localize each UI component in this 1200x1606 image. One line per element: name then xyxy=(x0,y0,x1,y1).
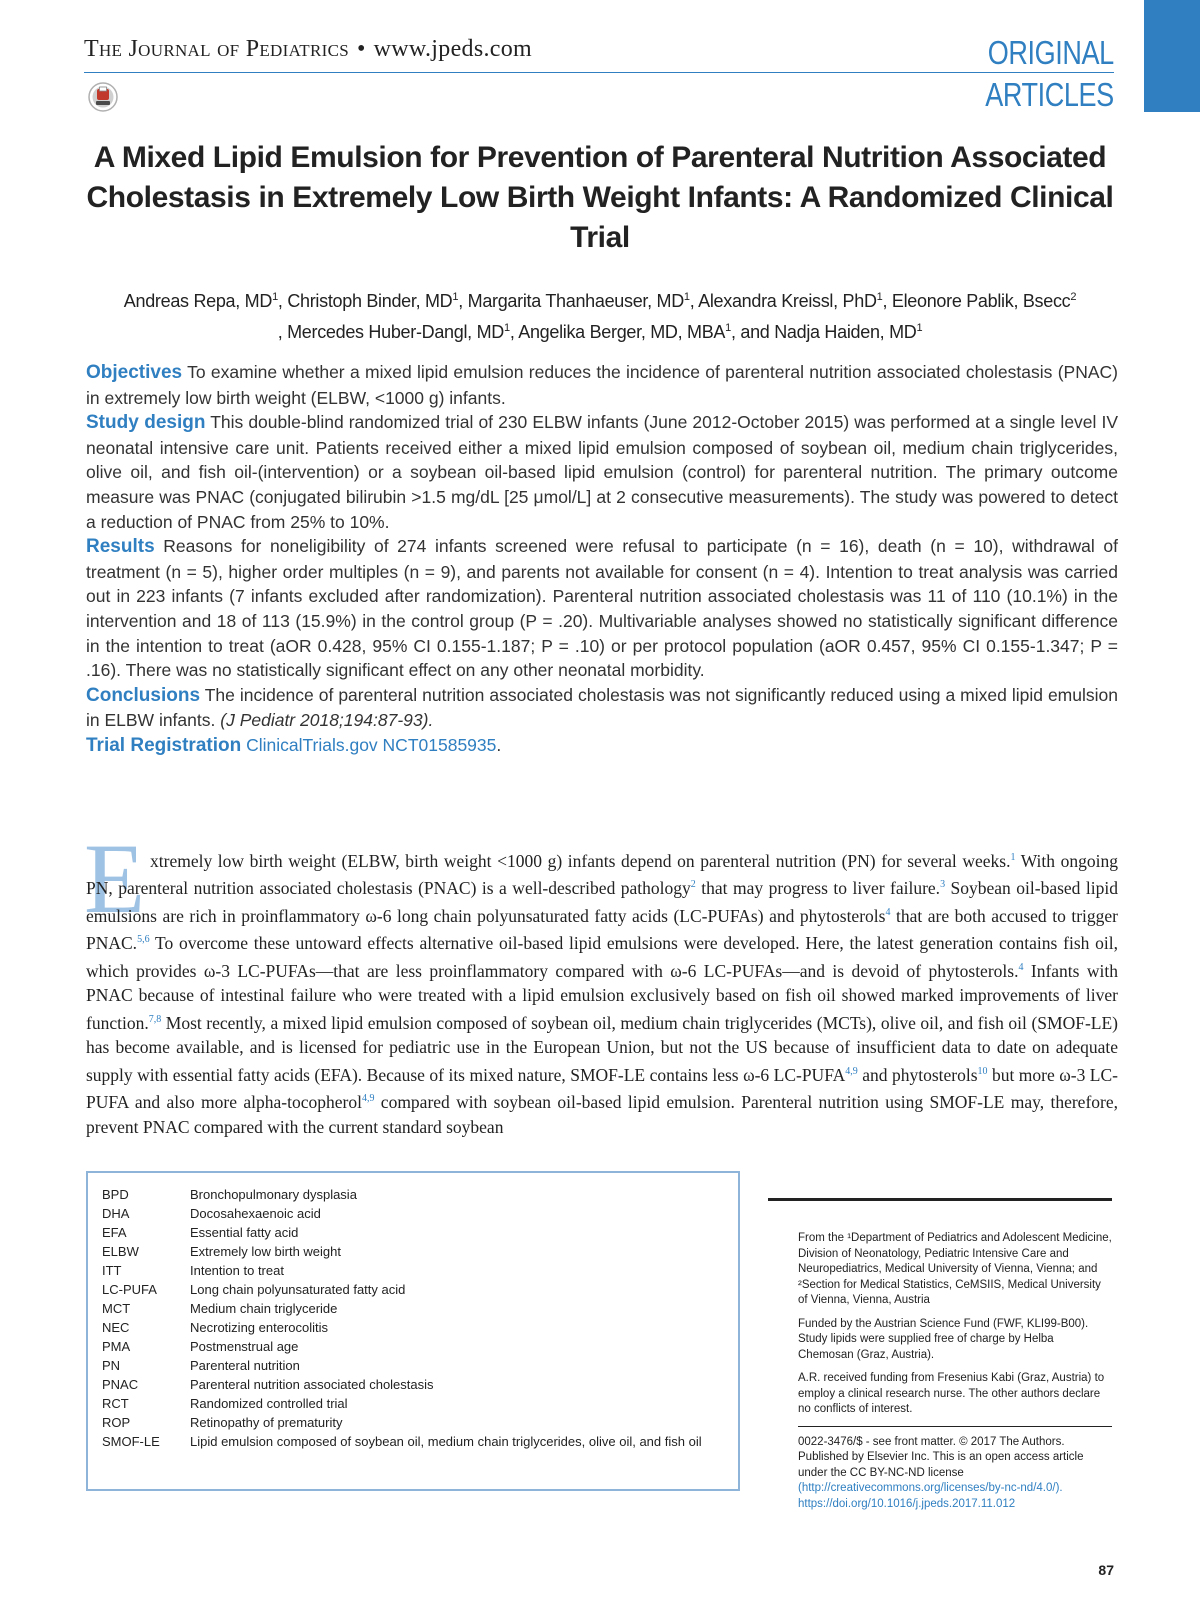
abstract-conclusions xyxy=(86,683,1118,733)
author-name: Alexandra Kreissl, PhD xyxy=(698,291,877,311)
abbreviation-definition: Essential fatty acid xyxy=(190,1225,299,1240)
abbreviation-definition: Docosahexaenoic acid xyxy=(190,1206,321,1221)
abbreviation-term: LC-PUFA xyxy=(102,1282,157,1297)
abbreviation-row xyxy=(102,1204,710,1223)
body-text-run: Infants with PNAC because of intestinal failure who were treated with a lipid emulsion exclusively based on fish oil showed marked improvements of liver function. xyxy=(86,960,1118,1033)
info-rule xyxy=(798,1426,1112,1427)
body-text-run: that may progress to liver failure. xyxy=(695,878,941,899)
author-affiliation: 1 xyxy=(916,322,923,334)
copyright xyxy=(798,1435,1112,1513)
author-separator: , xyxy=(277,291,288,311)
body-text-run: but more ω-3 LC-PUFA and also more alpha-tocopherol xyxy=(86,1064,1118,1112)
abbreviation-row xyxy=(102,1185,710,1204)
abbreviation-definition: Retinopathy of prematurity xyxy=(190,1415,343,1430)
author-list xyxy=(70,284,1130,346)
reference-superscript[interactable]: 1 xyxy=(1010,852,1016,863)
author-affiliation: 1 xyxy=(272,291,278,303)
abbreviation-row xyxy=(102,1280,710,1299)
body-text-run: that are both accused to trigger PNAC. xyxy=(86,905,1118,954)
reference-superscript[interactable]: 3 xyxy=(940,879,946,891)
abbreviation-term: RCT xyxy=(102,1396,129,1411)
author-name: Angelika Berger, MD, MBA xyxy=(518,322,726,342)
abbreviation-term: EFA xyxy=(102,1225,127,1240)
affiliations: From the ¹Department of Pediatrics and Adolescent Medicine, Division of Neonatology, Pediatric Intensive Care and Neuropediatrics, Medical University of Vienna, Vienna; and ²Section for Medical Statistics, CeMSIIS, Medical University of Vienna, Vienna, Austria xyxy=(798,1232,1112,1306)
body-text-run: compared with soybean oil-based lipid emulsion. Parenteral nutrition using SMOF-LE may, therefore, prevent PNAC compared with the current standard soybean xyxy=(86,1091,1118,1137)
abbreviation-definition: Long chain polyunsaturated fatty acid xyxy=(190,1282,406,1297)
abbreviation-definition: Postmenstrual age xyxy=(190,1339,299,1354)
author-affiliation: 1 xyxy=(683,291,690,303)
copyright-text: 0022-3476/$ - see front matter. © 2017 The Authors. Published by Elsevier Inc. This is an open access article under the CC BY-NC-ND license xyxy=(798,1435,1084,1479)
crossmark-icon[interactable] xyxy=(88,82,118,112)
abbreviation-row xyxy=(102,1394,710,1413)
abbreviation-row xyxy=(102,1223,710,1242)
reference-superscript[interactable]: 4,9 xyxy=(361,1093,375,1105)
abbreviation-term: NEC xyxy=(102,1320,130,1335)
header-bullet: • xyxy=(356,36,366,62)
abbreviation-term: PMA xyxy=(102,1339,131,1354)
page-number: 87 xyxy=(1098,1562,1114,1578)
reference-superscript[interactable]: 2 xyxy=(690,879,696,891)
abbreviation-definition: Randomized controlled trial xyxy=(190,1396,348,1411)
conclusions-label: Conclusions xyxy=(86,684,201,706)
author-separator: , xyxy=(277,322,288,342)
author-name: Andreas Repa, MD xyxy=(123,291,273,311)
reference-superscript[interactable]: 4 xyxy=(885,906,891,918)
abstract-objectives xyxy=(86,360,1118,410)
trial-registration-end: . xyxy=(496,734,502,755)
author-separator: , xyxy=(509,322,519,342)
trial-registration-label: Trial Registration xyxy=(86,734,242,756)
objectives-text: To examine whether a mixed lipid emulsion reduces the incidence of parenteral nutrition associated cholestasis (PNAC) in extremely low birth weight (ELBW, <1000 g) infants. xyxy=(86,362,1118,408)
abstract-results xyxy=(86,534,1118,683)
abbreviation-term: BPD xyxy=(102,1187,129,1202)
abbreviation-row xyxy=(102,1413,710,1432)
abbreviation-term: MCT xyxy=(102,1301,131,1316)
results-label: Results xyxy=(86,536,155,558)
abstract xyxy=(86,360,1118,759)
abbreviation-definition: Parenteral nutrition xyxy=(190,1358,300,1373)
abbreviation-definition: Extremely low birth weight xyxy=(190,1244,341,1259)
author-affiliation: 2 xyxy=(1070,291,1077,303)
abbreviation-term: PNAC xyxy=(102,1377,139,1392)
conclusions-text: The incidence of parenteral nutrition associated cholestasis was not significantly reduced using a mixed lipid emulsion in ELBW infants. xyxy=(86,684,1118,731)
body-text-run: Most recently, a mixed lipid emulsion composed of soybean oil, medium chain triglycerides (MCTs), olive oil, and fish oil (SMOF-LE) has become available, and is licensed for pediatric use in the European Union, but not the US because of insufficient data to date on adequate supply with essential fatty acids (EFA). Because of its mixed nature, SMOF-LE contains less ω-6 LC-PUFA xyxy=(86,1012,1118,1085)
author-affiliation: 1 xyxy=(452,291,459,303)
body-text-run: With ongoing PN, parenteral nutrition associated cholestasis (PNAC) is a well-described pathology xyxy=(86,850,1118,899)
abbreviation-row xyxy=(102,1261,710,1280)
abbreviation-definition: Intention to treat xyxy=(190,1263,284,1278)
reference-superscript[interactable]: 4,9 xyxy=(845,1065,858,1077)
section-label-line2: ARTICLES xyxy=(985,76,1114,113)
author-name: Nadja Haiden, MD xyxy=(774,322,917,342)
abbreviation-definition: Bronchopulmonary dysplasia xyxy=(190,1187,357,1202)
reference-superscript[interactable]: 5,6 xyxy=(137,934,150,946)
license-link[interactable]: (http://creativecommons.org/licenses/by-nc-nd/4.0/). xyxy=(798,1482,1063,1494)
abbreviation-row xyxy=(102,1432,710,1451)
author-name: Christoph Binder, MD xyxy=(287,291,453,311)
author-name: Margarita Thanhaeuser, MD xyxy=(467,291,684,311)
abbreviation-term: ROP xyxy=(102,1415,131,1430)
funding: Funded by the Austrian Science Fund (FWF, KLI99-B00). Study lipids were supplied free of charge by Helba Chemosan (Graz, Austria). xyxy=(798,1317,1089,1361)
info-top-rule xyxy=(768,1198,1112,1201)
abbreviation-row xyxy=(102,1242,710,1261)
abstract-study-design xyxy=(86,410,1118,534)
abbreviation-row xyxy=(102,1356,710,1375)
article-title: A Mixed Lipid Emulsion for Prevention of Parenteral Nutrition Associated Cholestasis in Extremely Low Birth Weight Infants: A Randomized Clinical Trial xyxy=(86,141,1114,254)
journal-header xyxy=(84,36,532,63)
reference-superscript[interactable]: 7,8 xyxy=(148,1013,162,1025)
drop-cap: E xyxy=(84,823,146,934)
body-text-run: Soybean oil-based lipid emulsions are rich in proinflammatory ω-6 long chain polyunsaturated fatty acids (LC-PUFAs) and phytosterols xyxy=(86,878,1118,926)
author-name: Eleonore Pablik, Bsecc xyxy=(891,291,1071,311)
author-separator: , and xyxy=(730,322,775,342)
body-text xyxy=(86,846,1118,1139)
doi-link[interactable]: https://doi.org/10.1016/j.jpeds.2017.11.012 xyxy=(798,1497,1016,1510)
author-separator: , xyxy=(689,291,699,311)
section-label xyxy=(985,32,1114,116)
header-rule xyxy=(84,72,1114,73)
abstract-trial-registration xyxy=(86,733,1118,759)
section-label-line1: ORIGINAL xyxy=(987,34,1114,71)
citation: (J Pediatr 2018;194:87-93). xyxy=(220,710,434,731)
journal-url[interactable]: www.jpeds.com xyxy=(373,36,532,62)
author-name: Mercedes Huber-Dangl, MD xyxy=(287,322,504,342)
author-separator: , xyxy=(882,291,892,311)
conflicts-of-interest: A.R. received funding from Fresenius Kabi (Graz, Austria) to employ a clinical research nurse. The other authors declare no conflicts of interest. xyxy=(798,1372,1105,1415)
abbreviations-box xyxy=(86,1171,740,1491)
section-color-tab xyxy=(1144,0,1200,112)
abbreviation-term: SMOF-LE xyxy=(102,1434,160,1449)
journal-name: The Journal of Pediatrics xyxy=(84,36,349,62)
author-separator: , xyxy=(458,291,468,311)
body-text-run: and phytosterols xyxy=(857,1064,978,1085)
objectives-label: Objectives xyxy=(86,362,183,383)
reference-superscript[interactable]: 4 xyxy=(1018,961,1024,973)
study-design-text: This double-blind randomized trial of 230 ELBW infants (June 2012-October 2015) was performed at a single level IV neonatal intensive care unit. Patients received either a mixed lipid emulsion composed of soybean oil, medium chain triglycerides, olive oil, and fish oil-(intervention) or a soybean oil-based lipid emulsion (control) for parenteral nutrition. The primary outcome measure was PNAC (conjugated bilirubin >1.5 mg/dL [25 μmol/L] at 2 consecutive measurements). The study was powered to detect a reduction of PNAC from 25% to 10%. xyxy=(86,412,1119,532)
abbreviation-row xyxy=(102,1318,710,1337)
abbreviation-term: ELBW xyxy=(102,1244,139,1259)
abbreviation-definition: Medium chain triglyceride xyxy=(190,1301,338,1316)
abbreviation-term: ITT xyxy=(102,1263,122,1278)
author-affiliation: 1 xyxy=(503,322,510,334)
trial-registration-link[interactable]: ClinicalTrials.gov NCT01585935 xyxy=(246,734,497,755)
abbreviation-definition: Necrotizing enterocolitis xyxy=(190,1320,329,1335)
abbreviation-term: PN xyxy=(102,1358,121,1373)
results-text: Reasons for noneligibility of 274 infants screened were refusal to participate (n = 16), death (n = 10), withdrawal of treatment (n = 5), higher order multiples (n = 9), and parents not available for consent (n = 4). Intention to treat analysis was carried out in 223 infants (7 infants excluded after randomization). Parenteral nutrition associated cholestasis was 11 of 110 (10.1%) in the intervention and 18 of 113 (15.9%) in the control group (P = .20). Multivariable analyses showed no statistically significant difference in the intention to treat (aOR 0.428, 95% CI 0.155-1.187; P = .10) or per protocol population (aOR 0.457, 95% CI 0.155-1.347; P = .16). There was no statistically significant effect on any other neonatal morbidity. xyxy=(86,536,1118,681)
abbreviation-definition: Lipid emulsion composed of soybean oil, medium chain triglycerides, olive oil, and fish oil xyxy=(190,1434,702,1449)
abbreviation-row xyxy=(102,1299,710,1318)
author-affiliation: 1 xyxy=(876,291,883,303)
abbreviation-row xyxy=(102,1337,710,1356)
study-design-label: Study design xyxy=(86,412,206,434)
abbreviation-definition: Parenteral nutrition associated cholestasis xyxy=(190,1377,434,1392)
reference-superscript[interactable]: 10 xyxy=(977,1065,988,1077)
article-info xyxy=(768,1198,1112,1520)
body-text-run: To overcome these untoward effects alternative oil-based lipid emulsions were developed. Here, the latest generation contains fish oil, which provides ω-3 LC-PUFAs—that are less proinflammatory compared with ω-6 LC-PUFAs—and is devoid of phytosterols. xyxy=(86,933,1118,981)
abbreviation-row xyxy=(102,1375,710,1394)
abbreviation-term: DHA xyxy=(102,1206,130,1221)
body-text-run: xtremely low birth weight (ELBW, birth weight <1000 g) infants depend on parenteral nutrition (PN) for several weeks. xyxy=(150,850,1011,871)
author-affiliation: 1 xyxy=(725,322,731,334)
